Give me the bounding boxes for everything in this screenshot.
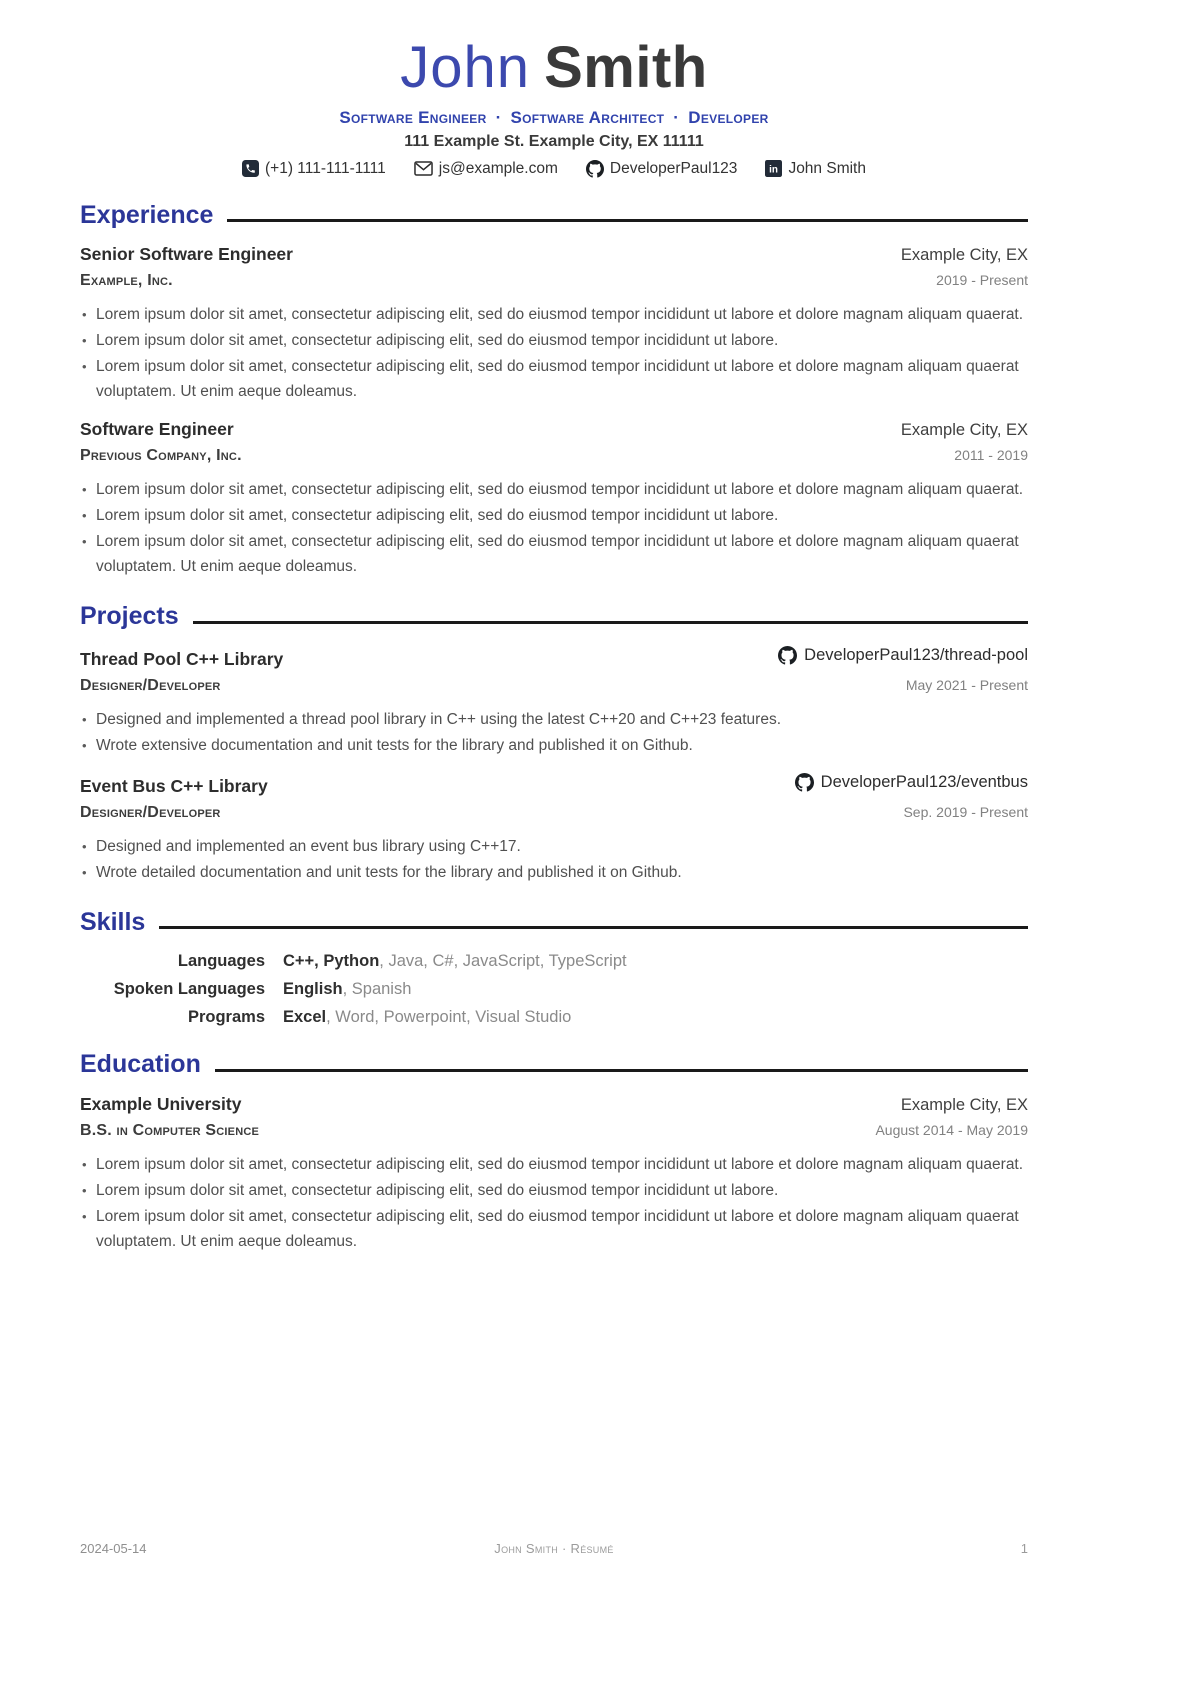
section-rule bbox=[227, 219, 1028, 222]
skill-secondary: , Spanish bbox=[342, 980, 412, 999]
github-repo-link[interactable] bbox=[778, 646, 1028, 665]
skill-row bbox=[80, 1008, 1028, 1027]
project-title: Thread Pool C++ Library bbox=[80, 648, 284, 669]
company-name: Example, Inc. bbox=[80, 272, 173, 290]
section-title: Skills bbox=[80, 907, 146, 936]
svg-text:in: in bbox=[769, 164, 779, 176]
role-separator: · bbox=[673, 107, 680, 127]
skill-category-label: Programs bbox=[187, 1008, 265, 1027]
experience-entry bbox=[80, 419, 1028, 579]
job-location: Example City, EX bbox=[900, 246, 1028, 265]
project-bullet-list bbox=[80, 707, 1028, 758]
section-header bbox=[80, 1051, 1028, 1079]
resume-header bbox=[80, 35, 1028, 178]
repo-name: DeveloperPaul123/thread-pool bbox=[804, 645, 1028, 664]
job-bullet-list bbox=[80, 302, 1028, 404]
skill-row bbox=[80, 980, 1028, 999]
phone-link[interactable] bbox=[242, 160, 386, 178]
section-rule bbox=[193, 621, 1028, 624]
skill-row bbox=[80, 952, 1028, 971]
repo-name: DeveloperPaul123/eventbus bbox=[820, 772, 1028, 791]
list-item: • Designed and implemented an event bus library using C++17. bbox=[80, 834, 1028, 859]
email-address: js@example.com bbox=[438, 159, 558, 177]
section-skills bbox=[80, 909, 1028, 1028]
skill-category-label: Languages bbox=[177, 952, 265, 971]
last-name: Smith bbox=[544, 35, 708, 100]
contact-row bbox=[80, 160, 1028, 178]
section-title: Projects bbox=[80, 602, 179, 631]
education-bullet-list bbox=[80, 1152, 1028, 1254]
project-role: Designer/Developer bbox=[80, 676, 221, 694]
project-bullet-list bbox=[80, 834, 1028, 885]
footer-date: 2024-05-14 bbox=[80, 1541, 147, 1556]
section-projects bbox=[80, 603, 1028, 885]
github-username: DeveloperPaul123 bbox=[609, 159, 738, 177]
footer-title: John Smith · Résumé bbox=[494, 1541, 614, 1556]
role-3: Developer bbox=[688, 107, 769, 127]
school-name: Example University bbox=[80, 1093, 242, 1114]
degree-name: B.S. in Computer Science bbox=[80, 1121, 260, 1139]
job-location: Example City, EX bbox=[900, 421, 1028, 440]
skills-table bbox=[80, 952, 1028, 1027]
street-address: 111 Example St. Example City, EX 11111 bbox=[404, 132, 704, 150]
company-name: Previous Company, Inc. bbox=[80, 447, 242, 465]
experience-entry bbox=[80, 244, 1028, 404]
list-item: • Designed and implemented a thread pool library in C++ using the latest C++20 and C++23 features. bbox=[80, 707, 1028, 732]
list-item: • Lorem ipsum dolor sit amet, consectetur adipiscing elit, sed do eiusmod tempor incididunt ut labore. bbox=[80, 1178, 1028, 1203]
project-entry bbox=[80, 646, 1028, 758]
list-item: • Lorem ipsum dolor sit amet, consectetur adipiscing elit, sed do eiusmod tempor incididunt ut labore et dolore magnam aliquam quaerat. bbox=[80, 302, 1028, 327]
skill-values bbox=[283, 980, 1028, 999]
job-dates: 2011 - 2019 bbox=[954, 447, 1028, 464]
list-item: • Lorem ipsum dolor sit amet, consectetur adipiscing elit, sed do eiusmod tempor incididunt ut labore et dolore magnam aliquam quaerat. bbox=[80, 477, 1028, 502]
list-item: • Lorem ipsum dolor sit amet, consectetur adipiscing elit, sed do eiusmod tempor incididunt ut labore et dolore magnam aliquam quaerat voluptatem. Ut enim aeque doleamus. bbox=[80, 354, 1028, 404]
section-header bbox=[80, 603, 1028, 631]
job-title: Software Engineer bbox=[80, 419, 234, 440]
section-rule bbox=[159, 926, 1028, 929]
school-location: Example City, EX bbox=[900, 1095, 1028, 1114]
list-item: • Lorem ipsum dolor sit amet, consectetur adipiscing elit, sed do eiusmod tempor incididunt ut labore. bbox=[80, 503, 1028, 528]
list-item: • Lorem ipsum dolor sit amet, consectetur adipiscing elit, sed do eiusmod tempor incididunt ut labore et dolore magnam aliquam quaerat. bbox=[80, 1152, 1028, 1177]
section-title: Education bbox=[80, 1050, 201, 1079]
linkedin-icon bbox=[765, 160, 782, 177]
github-icon bbox=[586, 160, 604, 178]
phone-icon bbox=[242, 160, 259, 177]
section-header bbox=[80, 909, 1028, 937]
role-1: Software Engineer bbox=[339, 107, 487, 127]
first-name: John bbox=[400, 35, 531, 100]
list-item: • Lorem ipsum dolor sit amet, consectetur adipiscing elit, sed do eiusmod tempor incididunt ut labore. bbox=[80, 328, 1028, 353]
project-dates: Sep. 2019 - Present bbox=[903, 803, 1028, 820]
project-entry bbox=[80, 773, 1028, 885]
skill-values bbox=[283, 1008, 1028, 1027]
skill-secondary: , Word, Powerpoint, Visual Studio bbox=[326, 1008, 572, 1027]
education-entry bbox=[80, 1094, 1028, 1254]
phone-number: (+1) 111-111-1111 bbox=[265, 159, 386, 177]
role-tagline bbox=[80, 108, 1028, 128]
job-bullet-list bbox=[80, 477, 1028, 579]
job-dates: 2019 - Present bbox=[936, 272, 1028, 289]
email-link[interactable] bbox=[414, 160, 558, 178]
project-dates: May 2021 - Present bbox=[905, 676, 1028, 693]
skill-category-label: Spoken Languages bbox=[113, 980, 265, 999]
footer-page-number: 1 bbox=[1020, 1541, 1028, 1556]
skill-primary: Excel bbox=[283, 1008, 327, 1027]
skill-secondary: , Java, C#, JavaScript, TypeScript bbox=[379, 952, 627, 971]
section-header bbox=[80, 202, 1028, 230]
github-icon bbox=[778, 646, 797, 665]
github-profile-link[interactable] bbox=[586, 160, 738, 178]
section-rule bbox=[215, 1069, 1028, 1072]
section-title: Experience bbox=[80, 200, 214, 229]
linkedin-profile-link[interactable] bbox=[765, 160, 866, 178]
github-icon bbox=[795, 773, 814, 792]
page-footer bbox=[80, 1541, 1028, 1556]
project-title: Event Bus C++ Library bbox=[80, 775, 268, 796]
skill-primary: C++, Python bbox=[283, 952, 380, 971]
role-separator: · bbox=[495, 107, 502, 127]
list-item: • Wrote extensive documentation and unit tests for the library and published it on Github. bbox=[80, 733, 1028, 758]
job-title: Senior Software Engineer bbox=[80, 244, 293, 265]
skill-values bbox=[283, 952, 1028, 971]
project-role: Designer/Developer bbox=[80, 803, 221, 821]
education-dates: August 2014 - May 2019 bbox=[875, 1121, 1028, 1138]
skill-primary: English bbox=[283, 980, 343, 999]
mail-icon bbox=[414, 161, 433, 176]
linkedin-name: John Smith bbox=[788, 159, 866, 177]
section-education bbox=[80, 1051, 1028, 1254]
section-experience bbox=[80, 202, 1028, 580]
github-repo-link[interactable] bbox=[795, 773, 1028, 792]
role-2: Software Architect bbox=[510, 107, 665, 127]
list-item: • Lorem ipsum dolor sit amet, consectetur adipiscing elit, sed do eiusmod tempor incididunt ut labore et dolore magnam aliquam quaerat voluptatem. Ut enim aeque doleamus. bbox=[80, 529, 1028, 579]
list-item: • Lorem ipsum dolor sit amet, consectetur adipiscing elit, sed do eiusmod tempor incididunt ut labore et dolore magnam aliquam quaerat voluptatem. Ut enim aeque doleamus. bbox=[80, 1204, 1028, 1254]
list-item: • Wrote detailed documentation and unit tests for the library and published it on Github. bbox=[80, 860, 1028, 885]
full-name bbox=[80, 35, 1028, 100]
